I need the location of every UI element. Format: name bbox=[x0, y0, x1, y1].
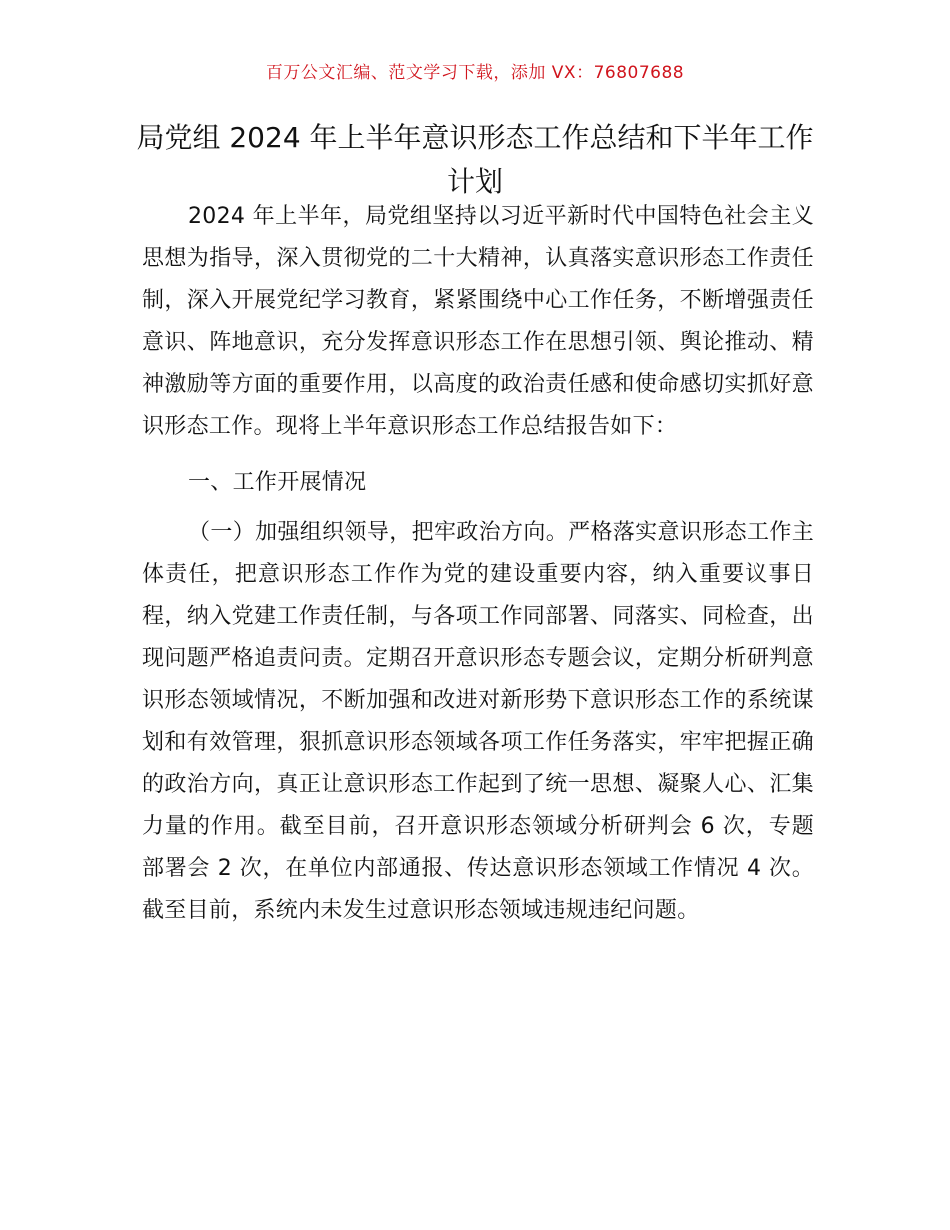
document-body bbox=[142, 196, 814, 932]
item-paragraph: （一）加强组织领导，把牢政治方向。严格落实意识形态工作主体责任，把意识形态工作作为党的建设重要内容，纳入重要议事日程，纳入党建工作责任制，与各项工作同部署、同落实、同检查，出现问题严格追责问责。定期召开意识形态专题会议，定期分析研判意识形态领域情况，不断加强和改进对新形势下意识形态工作的系统谋划和有效管理，狠抓意识形态领域各项工作任务落实，牢牢把握正确的政治方向，真正让意识形态工作起到了统一思想、凝聚人心、汇集力量的作用。截至目前，召开意识形态领域分析研判会 6 次，专题部署会 2 次，在单位内部通报、传达意识形态领域工作情况 4 次。截至目前，系统内未发生过意识形态领域违规违纪问题。 bbox=[142, 520, 814, 923]
intro-paragraph: 2024 年上半年，局党组坚持以习近平新时代中国特色社会主义思想为指导，深入贯彻党的二十大精神，认真落实意识形态工作责任制，深入开展党纪学习教育，紧紧围绕中心工作任务，不断增强责任意识、阵地意识，充分发挥意识形态工作在思想引领、舆论推动、精神激励等方面的重要作用，以高度的政治责任感和使命感切实抓好意识形态工作。现将上半年意识形态工作总结报告如下： bbox=[142, 204, 814, 439]
section-heading: 一、工作开展情况 bbox=[188, 470, 367, 495]
header-watermark-note: 百万公文汇编、范文学习下载，添加 VX：76807688 bbox=[265, 63, 685, 83]
document-title: 局党组 2024 年上半年意识形态工作总结和下半年工作计划 bbox=[136, 121, 814, 198]
